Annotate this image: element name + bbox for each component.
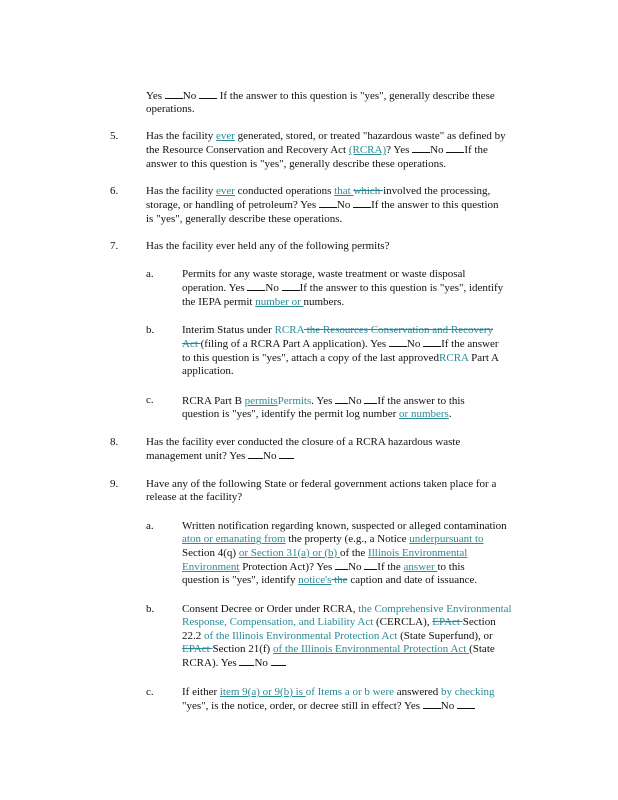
inserted-text: of Items a or b were — [305, 686, 394, 698]
yes-blank[interactable] — [389, 337, 407, 347]
question-7: Has the facility ever held any of the following permits? — [146, 240, 390, 252]
deleted-text: the — [331, 574, 348, 587]
inserted-text: Environment — [182, 560, 240, 573]
yes-blank[interactable] — [165, 89, 183, 99]
yes-blank[interactable] — [335, 394, 348, 404]
deleted-text: EPAct — [182, 642, 213, 655]
question-9b: Consent Decree or Order under RCRA, the Comprehensive Environmental Response, Compensation, and Liability Act (CERCLA), EPAct Section 22.2 of the Illinois Environmental Protection Act (State Superfund), or EPAct Section 21(f) of the Illinois Environmental Protection Act (State RCRA). Yes No — [182, 603, 512, 670]
no-blank[interactable] — [271, 656, 286, 666]
inserted-text: of the Illinois Environmental Protection Act — [272, 642, 470, 655]
question-9b-label: b. — [146, 603, 155, 615]
intro-line-1: Yes No If the answer to this question is "yes", generally describe these — [146, 90, 495, 102]
inserted-text: on or emanating from — [189, 533, 286, 546]
inserted-text: answer — [403, 560, 438, 573]
question-9a-label: a. — [146, 520, 154, 532]
question-8-number: 8. — [110, 436, 119, 448]
question-7c-label: c. — [146, 394, 154, 406]
no-blank[interactable] — [353, 198, 371, 208]
inserted-text: by checking — [441, 686, 495, 698]
yes-blank[interactable] — [248, 449, 263, 459]
yes-blank[interactable] — [247, 281, 265, 291]
question-5-number: 5. — [110, 130, 119, 142]
no-blank[interactable] — [282, 281, 300, 291]
question-5: Has the facility ever generated, stored, or treated "hazardous waste" as defined by the Resource Conservation and Recovery Act (RCRA)? Yes No If the answer to this question is "yes", generally describe these operations. — [146, 130, 506, 170]
inserted-text: that — [334, 185, 354, 197]
inserted-text: under — [409, 533, 435, 546]
question-7b: Interim Status under RCRA the Resources Conservation and Recovery Act (filing of a RCRA Part A application). Yes No If the answer to this question is "yes", attach a copy of the last approvedRCRA Part A application. — [182, 324, 499, 377]
question-9-number: 9. — [110, 478, 119, 490]
question-9a: Written notification regarding known, suspected or alleged contamination aton or emanating from the property (e.g., a Notice underpursuant to Section 4(q) or Section 31(a) or (b) of the Illinois Environmental Environment Protection Act)? Yes No If the answer to this question is "yes", identify notice's the caption and date of issuance. — [182, 520, 507, 587]
inserted-text: item 9(a) or 9(b) is — [219, 686, 306, 698]
inserted-text: Response, Compensation, and Liability Act — [182, 616, 374, 629]
yes-blank[interactable] — [412, 143, 430, 153]
inserted-text: ever — [215, 185, 235, 197]
deleted-text: Act — [182, 338, 201, 351]
inserted-text: Permits — [277, 395, 312, 407]
inserted-text: (RCRA) — [348, 144, 387, 157]
yes-blank[interactable] — [423, 699, 441, 709]
no-blank[interactable] — [446, 143, 464, 153]
no-blank[interactable] — [364, 560, 377, 570]
deleted-text: EPAct — [432, 616, 463, 629]
deleted-text: the Resources Conservation and Recovery — [303, 324, 494, 336]
no-blank[interactable] — [457, 699, 475, 709]
no-blank[interactable] — [364, 394, 377, 404]
question-8: Has the facility ever conducted the closure of a RCRA hazardous waste management unit? Yes No — [146, 436, 461, 463]
intro-line-2: operations. — [146, 103, 195, 116]
question-7a-label: a. — [146, 268, 154, 280]
question-7-number: 7. — [110, 240, 119, 252]
no-blank[interactable] — [279, 449, 294, 459]
question-9c: If either item 9(a) or 9(b) is of Items a or b were answered by checking "yes", is the notice, order, or decree still in effect? Yes No — [182, 686, 495, 713]
inserted-text: RCRA — [274, 324, 304, 336]
inserted-text: at — [182, 533, 190, 546]
no-blank[interactable] — [199, 89, 217, 99]
question-7b-label: b. — [146, 324, 155, 336]
yes-blank[interactable] — [319, 198, 337, 208]
deleted-text: which — [353, 185, 384, 197]
question-6: Has the facility ever conducted operations that which involved the processing, storage, or handling of petroleum? Yes No If the answer to this question is "yes", generally describe these operations. — [146, 185, 499, 225]
inserted-text: pursuant to — [434, 533, 484, 546]
inserted-text: Illinois Environmental — [368, 546, 468, 559]
inserted-text: the Comprehensive Environmental — [358, 603, 512, 615]
inserted-text: number or — [255, 295, 304, 308]
inserted-text: or numbers — [399, 408, 449, 421]
question-7a: Permits for any waste storage, waste treatment or waste disposal operation. Yes No If the answer to this question is "yes", identify the IEPA permit number or numbers. — [182, 268, 504, 308]
inserted-text: RCRA — [439, 351, 469, 364]
inserted-text: permits — [244, 395, 278, 407]
intro-block — [146, 89, 495, 117]
question-6-number: 6. — [110, 185, 119, 197]
question-7c: RCRA Part B permitsPermits. Yes No If the answer to this question is "yes", identify the permit log number or numbers. — [182, 395, 465, 421]
inserted-text: notice's — [298, 574, 332, 587]
yes-blank[interactable] — [239, 656, 254, 666]
no-blank[interactable] — [423, 337, 441, 347]
inserted-text: of the Illinois Environmental Protection Act — [204, 629, 398, 642]
yes-blank[interactable] — [335, 560, 348, 570]
question-9: Have any of the following State or federal government actions taken place for a release at the facility? — [146, 478, 497, 504]
inserted-text: or Section 31(a) or (b) — [238, 546, 340, 559]
question-9c-label: c. — [146, 686, 154, 698]
inserted-text: ever — [215, 130, 235, 142]
